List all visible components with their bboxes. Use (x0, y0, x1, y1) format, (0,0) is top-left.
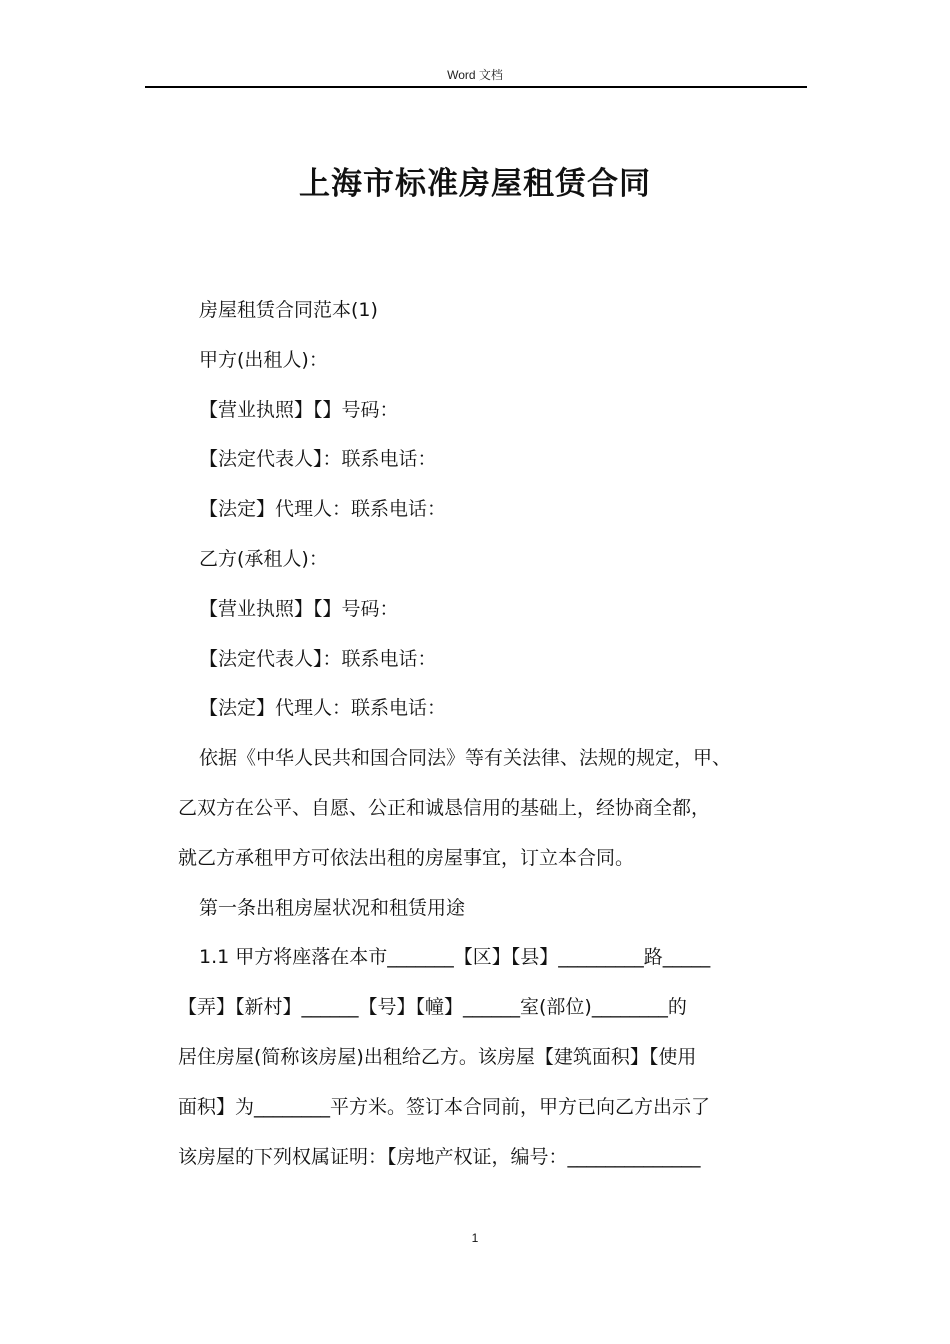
body-line: 【营业执照】【】号码： (199, 398, 399, 421)
body-line: 【营业执照】【】号码： (199, 597, 399, 620)
body-line: 甲方(出租人)： (199, 348, 328, 371)
document-title: 上海市标准房屋租赁合同 (299, 166, 651, 202)
body-line: 乙方(承租人)： (199, 547, 328, 570)
page-number: 1 (471, 1231, 479, 1245)
body-line: 【法定】代理人：联系电话： (199, 498, 447, 521)
header-divider (145, 86, 807, 88)
body-line: 【法定代表人】：联系电话： (199, 647, 437, 670)
body-line: 【法定】代理人：联系电话： (199, 697, 447, 720)
document-body (178, 292, 828, 1188)
body-line: 【弄】【新村】______【号】【幢】______室(部位)________的 (178, 996, 687, 1019)
body-line: 第一条出租房屋状况和租赁用途 (199, 896, 466, 919)
body-line: 居住房屋(简称该房屋)出租给乙方。该房屋【建筑面积】【使用 (178, 1045, 697, 1068)
body-line: 依据《中华人民共和国合同法》等有关法律、法规的规定，甲、 (199, 747, 732, 770)
body-line: 就乙方承租甲方可依法出租的房屋事宜，订立本合同。 (178, 846, 635, 869)
body-line: 房屋租赁合同范本(1) (199, 299, 378, 321)
page-header: Word 文档 (447, 68, 503, 82)
body-line: 【法定代表人】：联系电话： (199, 448, 437, 471)
body-line: 面积】为________平方米。签订本合同前，甲方已向乙方出示了 (178, 1095, 711, 1118)
body-line: 该房屋的下列权属证明：【房地产权证，编号：______________ (178, 1145, 701, 1168)
body-line: 乙双方在公平、自愿、公正和诚恳信用的基础上，经协商全都， (178, 796, 711, 819)
body-line: 1.1 甲方将座落在本市_______【区】【县】_________路_____ (199, 946, 711, 969)
